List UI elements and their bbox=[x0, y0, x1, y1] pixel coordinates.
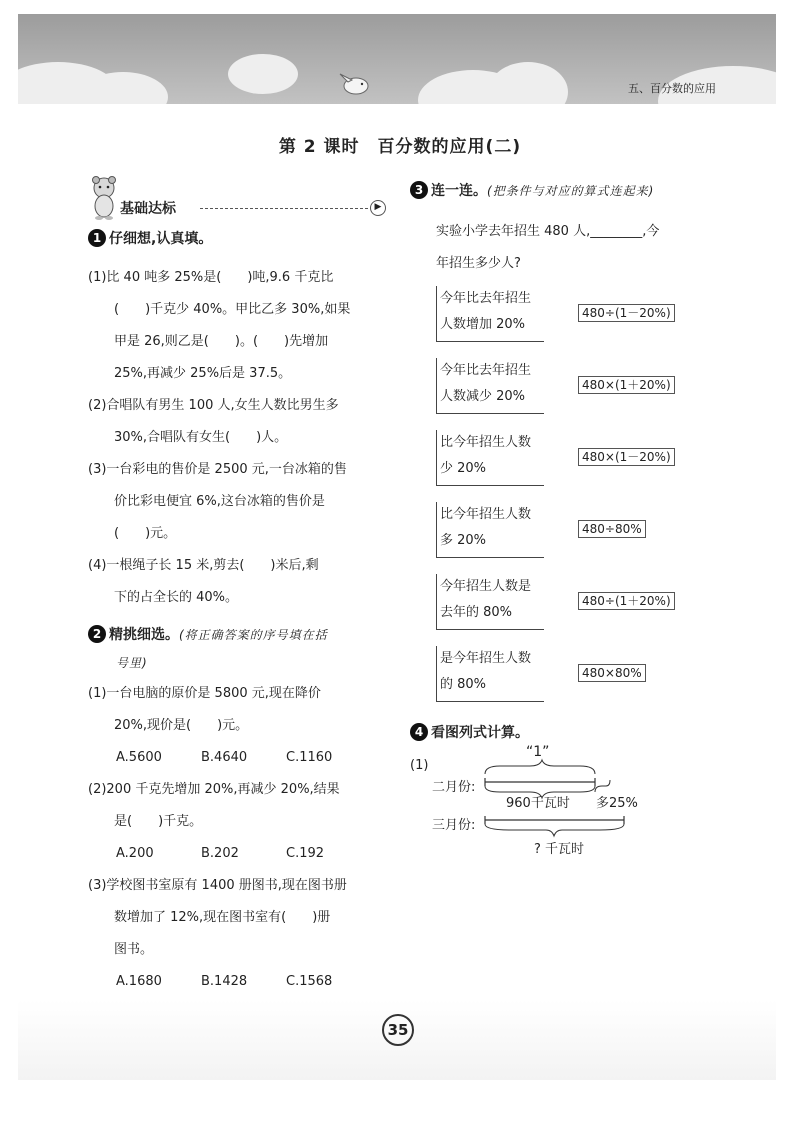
choice-c[interactable]: C.1160 bbox=[286, 750, 333, 765]
question-text: 价比彩电便宜 6%,这台冰箱的售价是 bbox=[114, 494, 325, 509]
condition-text: 人数减少 20% bbox=[440, 389, 526, 404]
question-1-1 bbox=[88, 262, 388, 390]
question-text: (1)一台电脑的原价是 5800 元,现在降价 bbox=[88, 686, 321, 701]
feb-value-label: 960千瓦时 bbox=[506, 796, 570, 811]
choice-c[interactable]: C.1568 bbox=[286, 974, 333, 989]
question-3-stem bbox=[410, 216, 710, 280]
question-text: 实验小学去年招生 480 人,________,今 bbox=[436, 224, 660, 239]
condition-text: 去年的 80% bbox=[440, 605, 513, 620]
increase-label: 多25% bbox=[596, 796, 638, 811]
page-number: 35 bbox=[382, 1014, 414, 1046]
question-text: 下的占全长的 40%。 bbox=[114, 590, 239, 605]
section-title: 仔细想,认真填。 bbox=[109, 231, 213, 247]
choice-a[interactable]: A.1680 bbox=[116, 974, 162, 989]
question-text: (2)200 千克先增加 20%,再减少 20%,结果 bbox=[88, 782, 340, 797]
choice-row bbox=[88, 742, 388, 774]
question-text: 是( )千克。 bbox=[114, 814, 203, 829]
connect-row bbox=[410, 286, 710, 358]
question-2-1 bbox=[88, 678, 388, 742]
play-arrow-icon: ▶ bbox=[370, 200, 386, 216]
question-text: ( )千克少 40%。甲比乙多 30%,如果 bbox=[114, 302, 351, 317]
condition-box[interactable] bbox=[436, 286, 544, 342]
condition-box[interactable] bbox=[436, 574, 544, 630]
question-text: 30%,合唱队有女生( )人。 bbox=[114, 430, 288, 445]
question-1-2 bbox=[88, 390, 388, 454]
header-banner bbox=[18, 14, 776, 104]
section-4-header bbox=[410, 722, 710, 742]
section-title: 连一连。 bbox=[431, 183, 487, 199]
question-1-4 bbox=[88, 550, 388, 614]
basic-section-header bbox=[88, 180, 388, 220]
mar-value-label: ? 千瓦时 bbox=[534, 842, 585, 857]
formula-box[interactable]: 480÷(1＋20%) bbox=[578, 592, 675, 610]
condition-text: 的 80% bbox=[440, 677, 487, 692]
choice-b[interactable]: B.202 bbox=[201, 846, 239, 861]
question-text: (3)一台彩电的售价是 2500 元,一台冰箱的售 bbox=[88, 462, 347, 477]
question-text: 年招生多少人? bbox=[436, 256, 521, 271]
question-text: 甲是 26,则乙是( )。( )先增加 bbox=[114, 334, 329, 349]
condition-box[interactable] bbox=[436, 502, 544, 558]
choice-c[interactable]: C.192 bbox=[286, 846, 325, 861]
choice-row bbox=[88, 966, 388, 998]
one-label: “1” bbox=[526, 744, 550, 760]
section-number-badge: 3 bbox=[410, 181, 428, 199]
mar-label: 三月份: bbox=[432, 818, 476, 833]
section-note: (将正确答案的序号填在括 bbox=[179, 627, 328, 642]
right-column bbox=[410, 180, 710, 862]
question-2-2 bbox=[88, 774, 388, 838]
line-diagram bbox=[410, 744, 710, 862]
section-number-badge: 1 bbox=[88, 229, 106, 247]
connect-row bbox=[410, 646, 710, 718]
formula-box[interactable]: 480×80% bbox=[578, 664, 646, 682]
chapter-label: 五、百分数的应用 bbox=[628, 82, 716, 95]
question-text: (2)合唱队有男生 100 人,女生人数比男生多 bbox=[88, 398, 339, 413]
choice-b[interactable]: B.1428 bbox=[201, 974, 248, 989]
question-2-3 bbox=[88, 870, 388, 966]
formula-box[interactable]: 480×(1＋20%) bbox=[578, 376, 675, 394]
condition-text: 多 20% bbox=[440, 533, 487, 548]
condition-text: 是今年招生人数 bbox=[440, 651, 532, 666]
question-text: 20%,现价是( )元。 bbox=[114, 718, 249, 733]
page-title: 第 2 课时 百分数的应用(二) bbox=[278, 137, 522, 157]
condition-text: 比今年招生人数 bbox=[440, 435, 532, 450]
section-number-badge: 2 bbox=[88, 625, 106, 643]
question-text: (3)学校图书室原有 1400 册图书,现在图书册 bbox=[88, 878, 347, 893]
bear-mascot-icon bbox=[88, 176, 120, 220]
cloud-decoration bbox=[228, 54, 298, 94]
condition-text: 少 20% bbox=[440, 461, 487, 476]
question-text: ( )元。 bbox=[114, 526, 177, 541]
condition-text: 比今年招生人数 bbox=[440, 507, 532, 522]
formula-box[interactable]: 480×(1－20%) bbox=[578, 448, 675, 466]
dashed-divider bbox=[200, 208, 368, 209]
connect-row bbox=[410, 430, 710, 502]
bird-icon bbox=[338, 72, 374, 96]
choice-a[interactable]: A.5600 bbox=[116, 750, 162, 765]
section-1-header bbox=[88, 228, 388, 248]
formula-box[interactable]: 480÷(1－20%) bbox=[578, 304, 675, 322]
feb-label: 二月份: bbox=[432, 780, 476, 795]
question-text: 数增加了 12%,现在图书室有( )册 bbox=[114, 910, 331, 925]
section-note: 号里) bbox=[116, 656, 148, 670]
condition-text: 今年比去年招生 bbox=[440, 363, 532, 378]
basic-section-label: 基础达标 bbox=[120, 201, 176, 217]
question-text: 图书。 bbox=[114, 942, 154, 957]
item-number: (1) bbox=[410, 758, 429, 773]
condition-text: 今年招生人数是 bbox=[440, 579, 532, 594]
connect-table bbox=[410, 286, 710, 718]
section-number-badge: 4 bbox=[410, 723, 428, 741]
question-1-3 bbox=[88, 454, 388, 550]
condition-box[interactable] bbox=[436, 646, 544, 702]
choice-b[interactable]: B.4640 bbox=[201, 750, 248, 765]
condition-text: 人数增加 20% bbox=[440, 317, 526, 332]
condition-text: 今年比去年招生 bbox=[440, 291, 532, 306]
question-text: (4)一根绳子长 15 米,剪去( )米后,剩 bbox=[88, 558, 319, 573]
formula-box[interactable]: 480÷80% bbox=[578, 520, 646, 538]
question-text: (1)比 40 吨多 25%是( )吨,9.6 千克比 bbox=[88, 270, 334, 285]
cloud-decoration bbox=[488, 62, 568, 104]
left-column bbox=[88, 180, 388, 998]
question-text: 25%,再减少 25%后是 37.5。 bbox=[114, 366, 292, 381]
section-2-header bbox=[88, 624, 388, 644]
choice-a[interactable]: A.200 bbox=[116, 846, 154, 861]
connect-row bbox=[410, 358, 710, 430]
condition-box[interactable] bbox=[436, 430, 544, 486]
connect-row bbox=[410, 574, 710, 646]
section-note: (把条件与对应的算式连起来) bbox=[487, 183, 655, 198]
section-title: 看图列式计算。 bbox=[431, 725, 529, 741]
connect-row bbox=[410, 502, 710, 574]
condition-box[interactable] bbox=[436, 358, 544, 414]
choice-row bbox=[88, 838, 388, 870]
section-3-header bbox=[410, 180, 710, 200]
section-title: 精挑细选。 bbox=[109, 627, 179, 643]
